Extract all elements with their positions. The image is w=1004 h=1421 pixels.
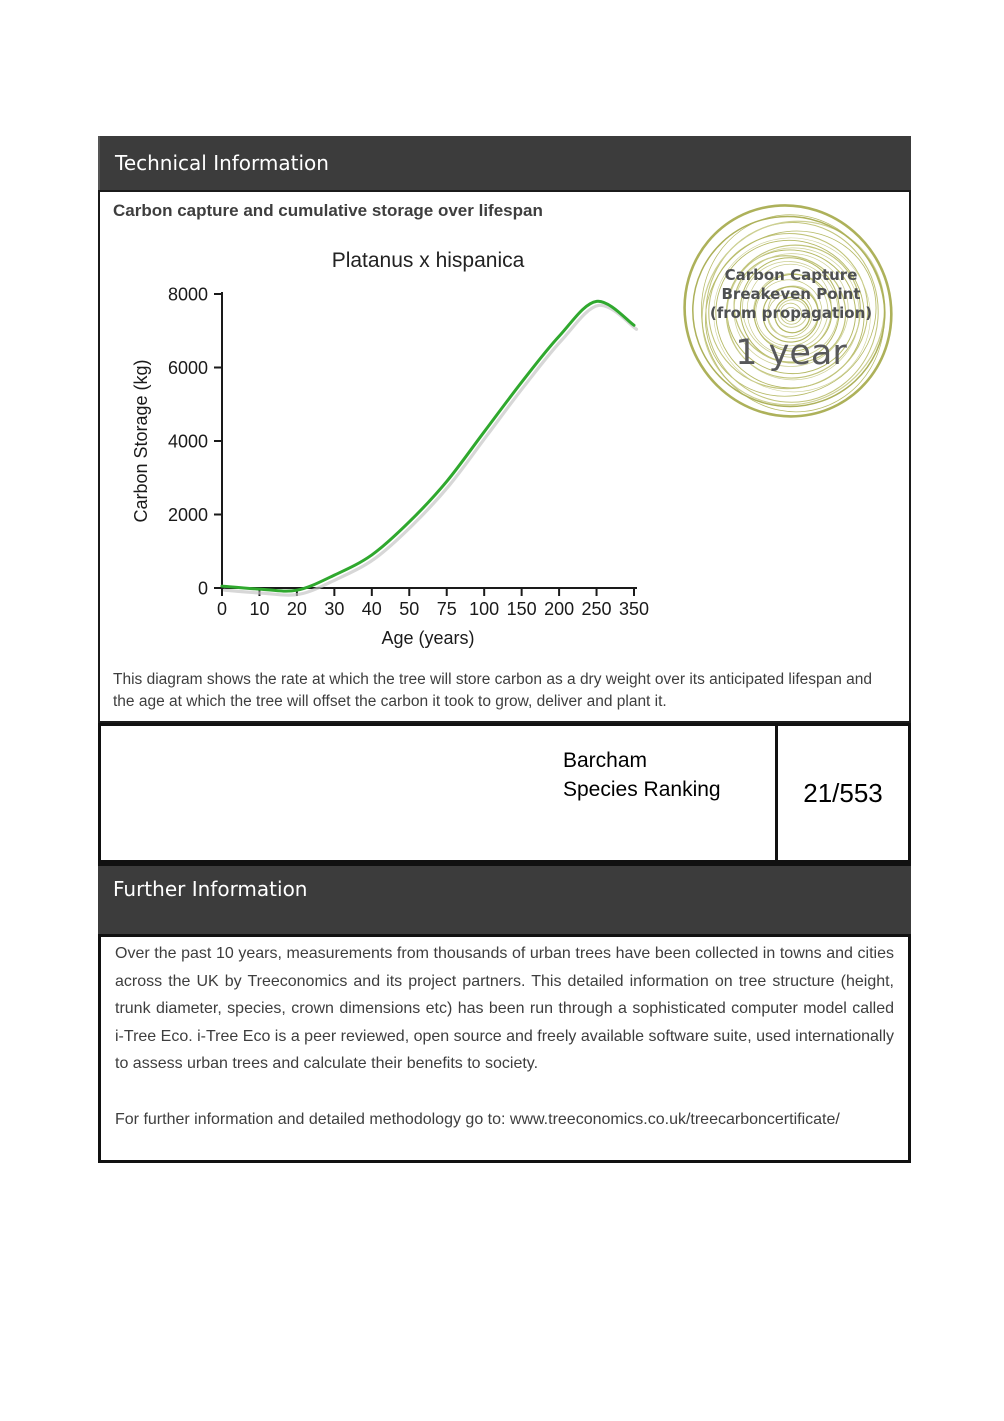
svg-text:75: 75 xyxy=(436,599,457,619)
chart-description: This diagram shows the rate at which the tree will store carbon as a dry weight over its anticipated lifespan and the age at which the tree will offset the carbon it took to grow, deliver and plant it. xyxy=(113,671,873,710)
technical-information-title: Technical Information xyxy=(115,151,329,175)
breakeven-badge xyxy=(681,202,901,422)
svg-text:40: 40 xyxy=(361,599,382,619)
svg-text:4000: 4000 xyxy=(167,431,208,452)
further-information-body xyxy=(98,934,911,1163)
svg-text:250: 250 xyxy=(581,599,612,619)
further-information-paragraph: Over the past 10 years, measurements from thousands of urban trees have been collected in towns and cities across the UK by Treeconomics and its project partners. This detailed information on tree structure (height, trunk diameter, species, crown dimensions etc) has been run through a sophisticated computer model called i-Tree Eco. i-Tree Eco is a peer reviewed, open source and freely available software suite, used internationally to assess urban trees and calculate their benefits to society. xyxy=(115,945,894,1072)
badge-title-line2: Breakeven Point xyxy=(721,285,861,303)
species-ranking-value: 21/553 xyxy=(803,777,883,808)
carbon-chart-panel xyxy=(98,190,911,723)
svg-text:Age (years): Age (years) xyxy=(381,628,475,648)
svg-text:0: 0 xyxy=(216,599,228,619)
species-ranking-box xyxy=(98,723,911,863)
carbon-storage-chart xyxy=(120,237,680,665)
svg-text:Carbon Storage (kg): Carbon Storage (kg) xyxy=(131,359,151,523)
svg-text:20: 20 xyxy=(286,599,307,619)
badge-title-line3: (from propagation) xyxy=(709,304,873,322)
ranking-label-line2: Species Ranking xyxy=(563,778,721,801)
chart-section-heading: Carbon capture and cumulative storage over lifespan xyxy=(113,201,543,220)
further-information-header xyxy=(98,863,911,934)
breakeven-badge-title xyxy=(681,266,901,323)
svg-text:200: 200 xyxy=(544,599,575,619)
svg-text:150: 150 xyxy=(506,599,537,619)
svg-text:50: 50 xyxy=(399,599,420,619)
svg-text:30: 30 xyxy=(324,599,345,619)
further-information-title: Further Information xyxy=(113,877,308,901)
svg-text:100: 100 xyxy=(469,599,500,619)
svg-text:350: 350 xyxy=(618,599,650,619)
species-ranking-value-cell xyxy=(778,726,908,860)
svg-text:0: 0 xyxy=(197,578,208,599)
badge-title-line1: Carbon Capture xyxy=(724,266,858,284)
svg-text:Platanus x hispanica: Platanus x hispanica xyxy=(331,249,525,272)
species-ranking-label xyxy=(563,746,721,804)
technical-information-header xyxy=(98,136,911,190)
species-ranking-label-cell xyxy=(101,726,775,860)
svg-text:10: 10 xyxy=(249,599,270,619)
svg-text:6000: 6000 xyxy=(167,358,208,378)
further-information-link-line: For further information and detailed methodology go to: www.treeconomics.co.uk/treecarboncertificate/ xyxy=(115,1110,840,1128)
ranking-label-line1: Barcham xyxy=(563,749,648,772)
svg-text:8000: 8000 xyxy=(167,284,208,305)
svg-text:2000: 2000 xyxy=(167,505,208,525)
breakeven-value: 1 year xyxy=(735,333,847,373)
